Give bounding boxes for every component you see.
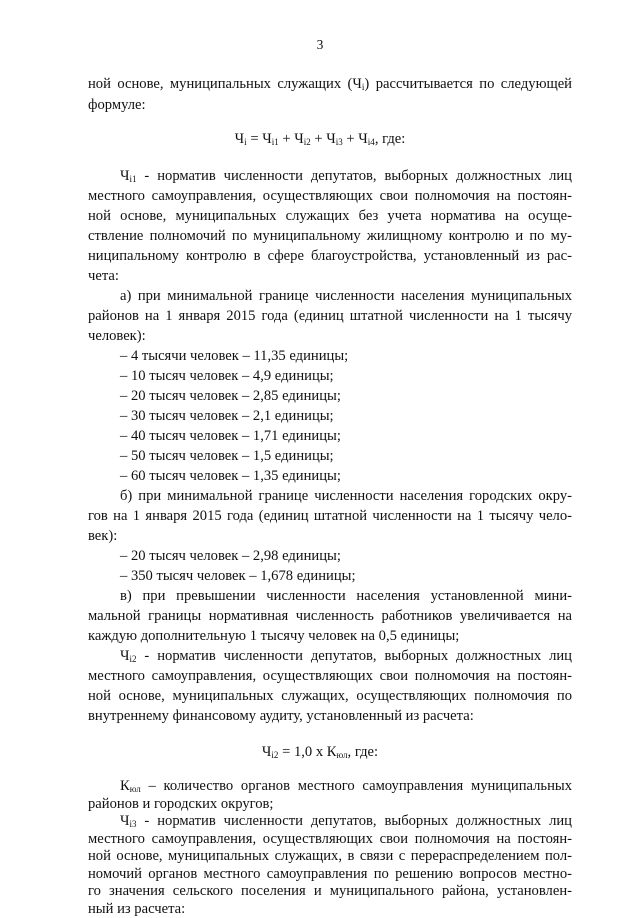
list-item: – 10 тысяч человек – 4,9 единицы; <box>120 368 334 384</box>
text-line: номочий органов местного самоуправления по решению вопросов местно- <box>88 865 572 882</box>
formula-chi-i2: $Ч_{i2} = 1,0$ x $К_{юл}$, где: <box>261 744 379 760</box>
text-line: ной основе, муниципальных служащих, осуществляющих полномочия по <box>88 688 572 704</box>
text-line: $Ч_{i2}$ - норматив численности депутатов, выборных должностных лиц <box>120 648 572 664</box>
page-number: 3 <box>316 37 324 52</box>
text-line: в) при превышении численности населения установленной мини- <box>120 588 572 604</box>
text-line: ной основе, муниципальных служащих без учета норматива на осуще- <box>88 208 572 224</box>
text-line: ной основе, муниципальных служащих, в связи с перераспределением пол- <box>88 848 572 864</box>
text-line: ниципальному контролю в сфере благоустройства, установленный из рас- <box>88 248 572 264</box>
text-line: местного самоуправления, осуществляющих свои полномочия на постоян- <box>88 830 572 847</box>
list-item: – 30 тысяч человек – 2,1 единицы; <box>120 408 334 424</box>
list-item: – 40 тысяч человек – 1,71 единицы; <box>120 428 341 444</box>
text-line: век): <box>88 528 118 544</box>
text-line: формуле: <box>88 97 146 113</box>
text-line: ной основе, муниципальных служащих $(Ч_i)$ рассчитывается по следующей <box>88 76 572 92</box>
text-line: местного самоуправления, осуществляющих свои полномочия на постоян- <box>88 668 572 684</box>
text-line: $Ч_{i1}$ - норматив численности депутатов, выборных должностных лиц <box>120 168 572 184</box>
text-line: а) при минимальной границе численности населения муниципальных <box>120 288 572 304</box>
text-line: ный из расчета: <box>88 900 186 917</box>
list-item: – 350 тысяч человек – 1,678 единицы; <box>120 568 356 584</box>
list-item: – 20 тысяч человек – 2,98 единицы; <box>120 548 341 564</box>
text-line: го значения сельского поселения и муниципального района, установлен- <box>88 883 572 899</box>
text-line: районов на 1 января 2015 года (единиц штатной численности на 1 тысячу <box>88 308 572 324</box>
text-line: б) при минимальной границе численности населения городских окру- <box>120 488 572 504</box>
text-line: гов на 1 января 2015 года (единиц штатной численности на 1 тысячу чело- <box>88 508 572 524</box>
text-line: местного самоуправления, осуществляющих свои полномочия на постоян- <box>88 188 572 204</box>
text-line: чета: <box>88 268 119 284</box>
text-line: каждую дополнительную 1 тысячу человек на 0,5 единицы; <box>88 628 460 644</box>
list-item: – 4 тысячи человек – 11,35 единицы; <box>120 348 349 364</box>
list-item: – 50 тысяч человек – 1,5 единицы; <box>120 448 334 464</box>
text-line: $К_{юл}$ – количество органов местного самоуправления муниципальных <box>120 778 572 794</box>
formula-chi: $Ч_i = Ч_{i1} + Ч_{i2} + Ч_{i3} + Ч_{i4}$, где: <box>234 131 406 147</box>
text-line: районов и городских округов; <box>88 795 274 812</box>
text-line: $Ч_{i3}$ - норматив численности депутатов, выборных должностных лиц <box>120 813 572 829</box>
list-item: – 60 тысяч человек – 1,35 единицы; <box>120 468 341 484</box>
text-line: ствление полномочий по муниципальному жилищному контролю и по му- <box>88 228 572 244</box>
text-line: человек): <box>88 328 146 344</box>
list-item: – 20 тысяч человек – 2,85 единицы; <box>120 388 341 404</box>
text-line: внутреннему финансовому аудиту, установленный из расчета: <box>88 708 474 724</box>
text-line: мальной границы нормативная численность работников увеличивается на <box>88 608 572 624</box>
